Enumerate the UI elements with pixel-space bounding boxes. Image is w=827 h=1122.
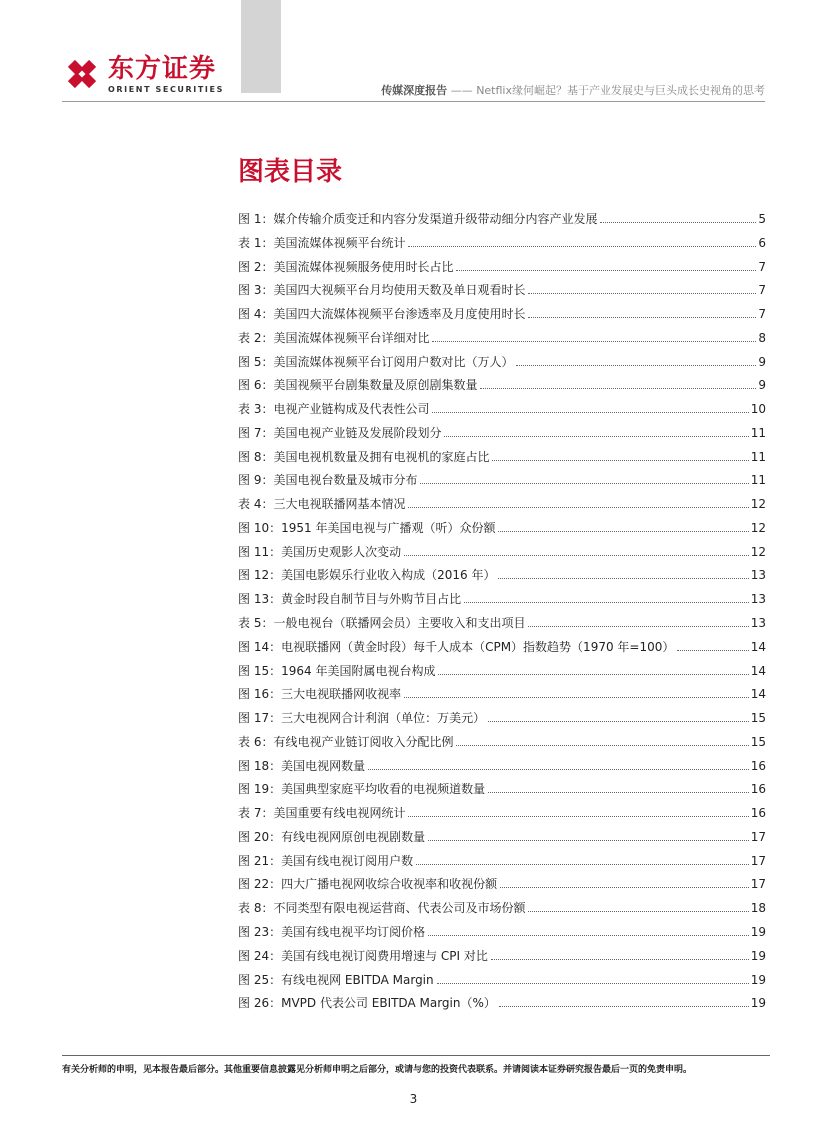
toc-entry-leader-dots [404,554,749,556]
toc-entry-label: 图 3：美国四大视频平台月均使用天数及单日观看时长 [238,283,526,298]
report-title: Netflix缘何崛起？基于产业发展史与巨头成长史视角的思考 [476,84,765,97]
toc-entry-label: 表 2：美国流媒体视频平台详细对比 [238,330,430,345]
toc-entry-page: 16 [750,758,766,773]
toc-entry-page: 19 [750,996,766,1011]
toc-entry-page: 12 [750,497,766,512]
toc-entry-label: 图 12：美国电影娱乐行业收入构成（2016 年） [238,568,496,583]
toc-entry-leader-dots [528,625,748,627]
toc-entry-leader-dots [480,387,756,389]
toc-entry-leader-dots [408,815,748,817]
toc-entry-page: 14 [750,663,766,678]
orient-logo-icon [60,52,104,96]
toc-entry-label: 图 23：美国有线电视平均订阅价格 [238,924,426,939]
toc-entry[interactable] [238,377,766,401]
toc-entry-page: 9 [758,378,766,393]
header-gray-band [241,0,281,93]
toc-entry-leader-dots [600,221,756,223]
toc-entry-leader-dots [488,791,749,793]
toc-entry[interactable] [238,972,766,996]
toc-entry-label: 图 16：三大电视联播网收视率 [238,687,402,702]
toc-entry-label: 图 5：美国流媒体视频平台订阅用户数对比（万人） [238,354,514,369]
toc-entry-label: 图 14：电视联播网（黄金时段）每千人成本（CPM）指数趋势（1970 年=100） [238,639,675,654]
toc-entry-page: 15 [750,734,766,749]
toc-entry-label: 图 21：美国有线电视订阅用户数 [238,853,414,868]
toc-entry-page: 17 [750,853,766,868]
header-separator: —— [450,84,473,97]
toc-entry-leader-dots [499,1005,749,1007]
toc-entry[interactable] [238,354,766,378]
toc-entry-leader-dots [428,839,749,841]
toc-entry-page: 11 [750,473,766,488]
toc-entry[interactable] [238,544,766,568]
toc-entry-leader-dots [464,601,749,603]
toc-entry-page: 7 [758,283,766,298]
toc-entry-label: 表 7：美国重要有线电视网统计 [238,806,406,821]
toc-entry-label: 表 3：电视产业链构成及代表性公司 [238,402,430,417]
toc-entry-leader-dots [516,364,756,366]
company-logo [60,52,230,102]
toc-entry[interactable] [238,876,766,900]
toc-entry-leader-dots [488,720,749,722]
toc-entry-page: 15 [750,711,766,726]
toc-entry-page: 19 [750,948,766,963]
toc-entry-label: 图 17：三大电视网合计利润（单位：万美元） [238,711,486,726]
toc-entry-page: 13 [750,568,766,583]
toc-entry-leader-dots [456,744,748,746]
toc-entry[interactable] [238,401,766,425]
toc-entry[interactable] [238,615,766,639]
toc-entry[interactable] [238,591,766,615]
toc-entry[interactable] [238,211,766,235]
toc-entry-page: 14 [750,639,766,654]
toc-entry-page: 19 [750,972,766,987]
toc-entry-leader-dots [432,411,748,413]
report-type: 传媒深度报告 [381,84,448,97]
toc-entry-page: 11 [750,425,766,440]
toc-entry-label: 表 1：美国流媒体视频平台统计 [238,235,406,250]
toc-entry[interactable] [238,781,766,805]
toc-entry[interactable] [238,805,766,829]
toc-entry-label: 图 22：四大广播电视网收综合收视率和收视份额 [238,877,498,892]
toc-entry-label: 图 18：美国电视网数量 [238,758,366,773]
toc-entry-page: 16 [750,782,766,797]
toc-entry-label: 图 7：美国电视产业链及发展阶段划分 [238,425,442,440]
header-divider [62,101,765,102]
toc-entry-label: 图 6：美国视频平台剧集数量及原创剧集数量 [238,378,478,393]
toc-entry-page: 13 [750,592,766,607]
toc-entry[interactable] [238,924,766,948]
toc-entry-leader-dots [528,316,756,318]
toc-entry[interactable] [238,235,766,259]
toc-entry-leader-dots [677,649,748,651]
toc-entry-label: 图 15：1964 年美国附属电视台构成 [238,663,436,678]
toc-entry-label: 图 19：美国典型家庭平均收看的电视频道数量 [238,782,486,797]
toc-entry-page: 16 [750,806,766,821]
toc-entry-page: 7 [758,307,766,322]
toc-entry-page: 19 [750,924,766,939]
toc-list [238,211,766,1019]
toc-entry[interactable] [238,948,766,972]
toc-entry-label: 图 26：MVPD 代表公司 EBITDA Margin（%） [238,996,496,1011]
toc-entry-label: 表 4：三大电视联播网基本情况 [238,497,406,512]
toc-entry[interactable] [238,259,766,283]
toc-entry-label: 表 6：有线电视产业链订阅收入分配比例 [238,734,454,749]
toc-entry[interactable] [238,496,766,520]
toc-entry-leader-dots [420,482,748,484]
toc-entry-leader-dots [498,577,748,579]
toc-entry-page: 13 [750,616,766,631]
toc-entry-label: 图 1：媒介传输介质变迁和内容分发渠道升级带动细分内容产业发展 [238,212,598,226]
toc-entry-leader-dots [408,506,748,508]
toc-entry-page: 10 [750,402,766,417]
brand-name-en: ORIENT SECURITIES [108,85,224,94]
toc-entry-leader-dots [438,673,748,675]
toc-entry-leader-dots [432,340,756,342]
toc-entry-page: 8 [758,330,766,345]
toc-entry-leader-dots [456,269,756,271]
toc-entry-label: 图 4：美国四大流媒体视频平台渗透率及月度使用时长 [238,307,526,322]
toc-entry[interactable] [238,330,766,354]
toc-entry-leader-dots [428,934,749,936]
toc-entry-leader-dots [528,910,748,912]
toc-entry[interactable] [238,758,766,782]
toc-entry[interactable] [238,995,766,1019]
toc-entry[interactable] [238,710,766,734]
footer-divider [62,1055,770,1056]
toc-entry-leader-dots [416,863,749,865]
toc-entry[interactable] [238,282,766,306]
toc-entry[interactable] [238,639,766,663]
toc-entry[interactable] [238,520,766,544]
toc-entry-leader-dots [437,982,749,984]
toc-entry-label: 表 8：不同类型有限电视运营商、代表公司及市场份额 [238,901,526,916]
toc-entry-leader-dots [408,245,756,247]
toc-entry-page: 12 [750,544,766,559]
brand-name-cn: 东方证券 [108,54,217,84]
toc-entry[interactable] [238,663,766,687]
toc-entry[interactable] [238,306,766,330]
toc-entry[interactable] [238,829,766,853]
toc-entry-leader-dots [404,696,749,698]
toc-entry-leader-dots [368,768,749,770]
toc-entry-page: 17 [750,877,766,892]
toc-entry[interactable] [238,425,766,449]
toc-entry[interactable] [238,853,766,877]
toc-entry-label: 图 24：美国有线电视订阅费用增速与 CPI 对比 [238,948,488,963]
toc-entry-label: 图 25：有线电视网 EBITDA Margin [238,972,434,987]
toc-entry[interactable] [238,449,766,473]
toc-entry-page: 17 [750,829,766,844]
toc-entry-label: 表 5：一般电视台（联播网会员）主要收入和支出项目 [238,616,526,631]
toc-entry-leader-dots [500,886,749,888]
toc-entry[interactable] [238,900,766,924]
toc-entry[interactable] [238,567,766,591]
toc-entry-page: 6 [758,235,766,250]
toc-entry-leader-dots [491,958,749,960]
report-header [381,82,765,98]
toc-entry-label: 图 13：黄金时段自制节目与外购节目占比 [238,592,462,607]
toc-entry[interactable] [238,686,766,710]
toc-entry-label: 图 8：美国电视机数量及拥有电视机的家庭占比 [238,449,490,464]
toc-entry-leader-dots [492,459,748,461]
toc-entry-leader-dots [528,292,756,294]
footer-disclaimer: 有关分析师的申明，见本报告最后部分。其他重要信息披露见分析师申明之后部分，或请与您的投资代表联系。并请阅读本证券研究报告最后一页的免责申明。 [62,1065,693,1075]
toc-entry-page: 9 [758,354,766,369]
toc-entry[interactable] [238,472,766,496]
toc-title: 图表目录 [238,157,343,187]
toc-entry-label: 图 11：美国历史观影人次变动 [238,544,402,559]
page-number: 3 [409,1092,418,1106]
toc-entry-label: 图 2：美国流媒体视频服务使用时长占比 [238,259,454,274]
toc-entry-label: 图 10：1951 年美国电视与广播观（听）众份额 [238,520,496,535]
toc-entry-label: 图 9：美国电视台数量及城市分布 [238,473,418,488]
toc-entry-leader-dots [444,435,748,437]
toc-entry[interactable] [238,734,766,758]
toc-entry-page: 11 [750,449,766,464]
toc-entry-page: 5 [758,212,766,226]
toc-entry-page: 18 [750,901,766,916]
toc-entry-page: 7 [758,259,766,274]
toc-entry-label: 图 20：有线电视网原创电视剧数量 [238,829,426,844]
toc-entry-page: 14 [750,687,766,702]
toc-entry-leader-dots [498,530,748,532]
toc-entry-page: 12 [750,520,766,535]
